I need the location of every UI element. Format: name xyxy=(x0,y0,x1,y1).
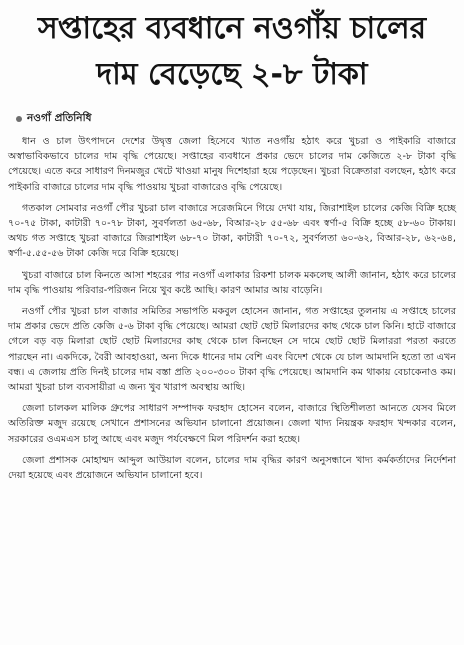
headline-line-2: দাম বেড়েছে ২-৮ টাকা xyxy=(96,57,368,92)
paragraph-4: নওগাঁ পৌর খুচরা চাল বাজার সমিতির সভাপতি মকবুল হোসেন জানান, গত সপ্তাহের তুলনায় এ সপ্তাহে চালের দাম প্রকার ভেদে প্রতি কেজি ৫-৬ টাকা বৃদ্ধি পেয়েছে। আমরা ছোট ছোট মিলারদের কাছ থেকে চাল কিনি। হাটে বাজারে গেলে বড় বড় মিলারা ছোট ছোট মিলারদের কাছ থেকে চাল কিনছেন সে দামে ছোট ছোট মিলাররা পরতা করতে পারছেন না। একদিকে, বৈরী আবহাওয়া, অন্য দিকে ধানের দাম বেশি এবং বিদেশ থেকে যে চাল আমদানি হতো তা এখন বন্ধ। এ জেলায় প্রতি দিনই চালের দাম বস্তা প্রতি ২০০-৩০০ টাকা বৃদ্ধি পেয়েছে। আমদানি কম থাকায় বেচাকেনাও কম। আমরা খুচরা চাল ব্যবসায়ীরা এ জন্য খুব খারাপ অবস্থায় আছি। xyxy=(8,306,457,394)
paragraph-5: জেলা চালকল মালিক গ্রুপের সাধারণ সম্পাদক ফরহাদ হোসেন বলেন, বাজারে স্থিতিশীলতা আনতে যেসব মিলে অতিরিক্ত মজুদ রয়েছে সেখানে প্রশাসনের অভিযান চালানো প্রয়োজন। জেলা খাদ্য নিয়ন্ত্রক ফরহাদ খন্দকার বলেন, সরকারের ওএমএস চালু আছে এবং মজুদ পর্যবেক্ষণে মিল পরিদর্শন করা হচ্ছে। xyxy=(8,403,456,445)
paragraph-2: গতকাল সোমবার নওগাঁ পৌর খুচরা চাল বাজারে সরেজমিনে গিয়ে দেখা যায়, জিরাশাইল চালের কেজি বিক্রি হচ্ছে ৭০-৭৫ টাকা, কাটারী ৭০-৭৮ টাকা, সুবর্ণলতা ৬৫-৬৮, বিআর-২৮ ৫৫-৬৮ এবং স্বর্ণা-৫ বিক্রি হচ্ছে ৫৮-৬০ টাকায়। অথচ গত সপ্তাহে খুচরা বাজারে জিরাশাইল ৬৮-৭০ টাকা, কাটারী ৭০-৭২, সুবর্ণলতা ৬০-৬২, বিআর-২৮, ৬২-৬৪, স্বর্ণা-৫.৫৫-৫৬ টাকা কেজি দরে বিক্রি হয়েছে। xyxy=(8,202,456,260)
headline-line-1: সপ্তাহের ব্যবধানে নওগাঁয় চালের xyxy=(37,11,427,46)
headline xyxy=(8,6,456,98)
byline xyxy=(8,112,456,126)
article-body xyxy=(8,134,456,483)
byline-text: নওগাঁ প্রতিনিধি xyxy=(27,111,92,124)
bullet-icon xyxy=(16,116,22,122)
paragraph-3: খুচরা বাজারে চাল কিনতে আসা শহরের পার নওগাঁ এলাকার রিকশা চালক মকলেছ আলী জানান, হঠাৎ করে চালের দাম বৃদ্ধি পাওয়ায় পরিবার-পরিজন নিয়ে খুব কষ্টে আছি। কারণ আমার আয় বাড়েনি। xyxy=(8,269,456,296)
paragraph-1: ধান ও চাল উৎপাদনে দেশের উদ্বৃত্ত জেলা হিসেবে খ্যাত নওগাঁয় হঠাৎ করে খুচরা ও পাইকারি বাজারে অস্বাভাবিকভাবে চালের দাম বৃদ্ধি পেয়েছে। সপ্তাহের ব্যবধানে প্রকার ভেদে চালের দাম কেজিতে ২-৮ টাকা বৃদ্ধি পেয়েছে। এতে করে সাধারণ দিনমজুর খেটে খাওয়া মানুষ দিশেহারা হয়ে পড়েছেন। খুচরা বিক্রেতারা বলছেন, হঠাৎ করে পাইকারি বাজারে চালের দাম বৃদ্ধি পাওয়ায় খুচরা বাজারেও বৃদ্ধি পেয়েছে। xyxy=(8,136,456,193)
paragraph-6: জেলা প্রশাসক মোহাম্মদ আব্দুল আউয়াল বলেন, চালের দাম বৃদ্ধির কারণ অনুসন্ধানে খাদ্য কর্মকর্তাদের নির্দেশনা দেয়া হয়েছে এবং প্রয়োজনে অভিযান চালানো হবে। xyxy=(8,454,456,482)
